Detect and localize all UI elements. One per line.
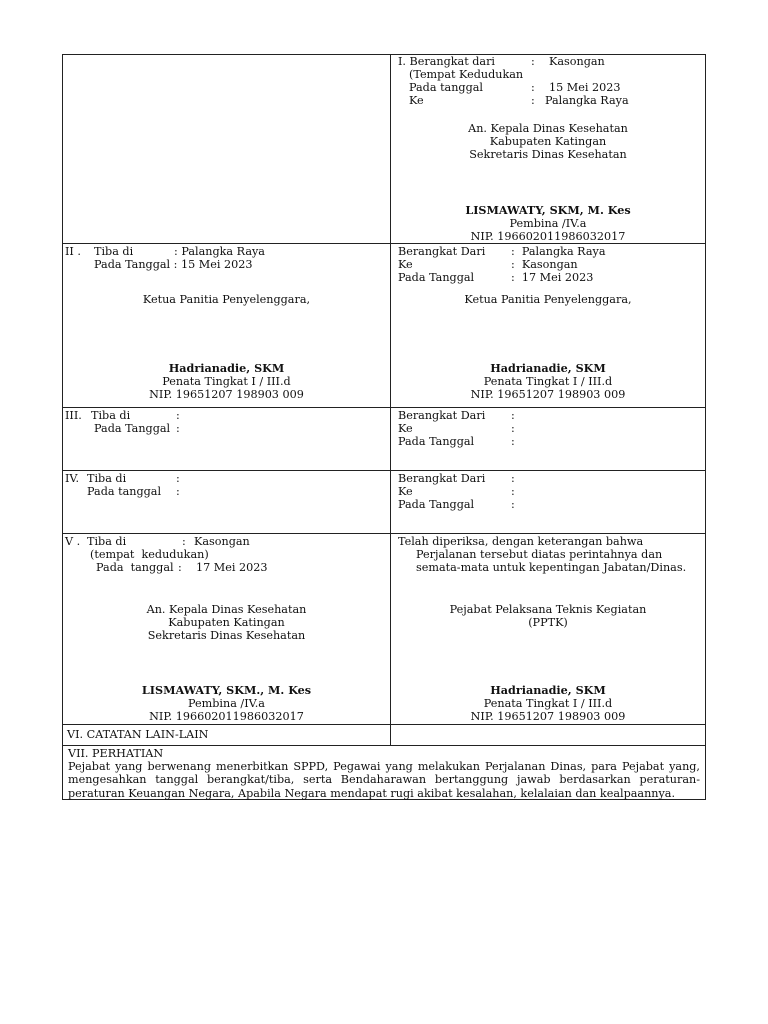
date-label: Pada Tanggal: [397, 498, 475, 511]
arrival-date: Pada Tanggal : 15 Mei 2023: [94, 258, 253, 271]
colon: :: [510, 435, 515, 448]
departure-from-label: Berangkat Dari: [397, 245, 486, 258]
committee-title: Ketua Panitia Penyelenggara,: [142, 293, 311, 306]
signatory-rank: Pembina /IV.a: [188, 697, 265, 710]
section-1-right: [391, 55, 705, 243]
colon: :: [510, 498, 515, 511]
date-value: 15 Mei 2023: [548, 81, 621, 94]
section-2: [62, 243, 706, 407]
section-6-left: [63, 725, 391, 745]
pptk-title-line1: Pejabat Pelaksana Teknis Kegiatan: [449, 603, 647, 616]
colon: :: [178, 561, 182, 574]
section-4-right: [391, 471, 705, 533]
destination-label: Ke: [408, 94, 424, 107]
arrival-label: Tiba di: [87, 535, 127, 548]
section-3: [62, 407, 706, 470]
arrival-label: Tiba di: [94, 245, 134, 258]
section-6-right-empty: [391, 725, 705, 745]
home-station-note: (tempat kedudukan): [90, 548, 209, 561]
date-label: Pada Tanggal: [397, 271, 475, 284]
section-6: [62, 724, 706, 745]
arrival-label: Tiba di: [91, 409, 131, 422]
verification-line2: Perjalanan tersebut diatas perintahnya dan: [415, 548, 663, 561]
date-value: : 17 Mei 2023: [510, 271, 594, 284]
arrival-value: Kasongan: [194, 535, 250, 548]
section-1-left-empty: [63, 55, 391, 243]
destination-value: Palangka Raya: [544, 94, 629, 107]
colon: :: [510, 409, 515, 422]
signatory-name: Hadrianadie, SKM: [168, 361, 285, 375]
signatory-nip: NIP. 196602011986032017: [149, 710, 304, 723]
section-4-left: [63, 471, 391, 533]
colon: :: [510, 422, 515, 435]
departure-from-value: : Palangka Raya: [510, 245, 606, 258]
colon: :: [530, 81, 535, 94]
departure-from-label: Berangkat Dari: [397, 409, 486, 422]
date-label: Pada Tanggal: [94, 422, 171, 435]
committee-title: Ketua Panitia Penyelenggara,: [464, 293, 632, 306]
official-title-line2: Kabupaten Katingan: [168, 616, 285, 629]
section-5-left: [63, 534, 391, 724]
colon: :: [530, 55, 535, 68]
signatory-nip: NIP. 19651207 198903 009: [149, 388, 304, 401]
colon: :: [182, 535, 186, 548]
section-5: [62, 533, 706, 724]
signatory-name: LISMAWATY, SKM., M. Kes: [141, 683, 312, 697]
colon: :: [176, 422, 180, 435]
colon: :: [510, 485, 515, 498]
section-5-right: [391, 534, 705, 724]
date-label: Pada Tanggal: [397, 435, 475, 448]
home-station-note: (Tempat Kedudukan: [408, 68, 524, 81]
section-2-right: [391, 244, 705, 407]
section-number: IV.: [65, 472, 80, 485]
colon: :: [176, 409, 180, 422]
official-title-line1: An. Kepala Dinas Kesehatan: [146, 603, 307, 616]
verification-line1: Telah diperiksa, dengan keterangan bahwa: [397, 535, 644, 548]
signatory-nip: NIP. 19651207 198903 009: [470, 388, 626, 401]
notice-text: Pejabat yang berwenang menerbitkan SPPD, Pegawai yang melakukan Perjalanan Dinas, para Pejabat yang, mengesahkan tanggal berangkat/tiba, serta Bendaharawan bertanggung jawab berdasarkan peraturan-peraturan Keuangan Negara, Apabila Negara mendapat rugi akibat kesalahan, kelalaian dan kealpaannya.: [68, 760, 700, 800]
departure-from-label: Berangkat Dari: [397, 472, 486, 485]
section-7-notice: [63, 746, 705, 799]
departure-from-label: I. Berangkat dari: [397, 55, 496, 68]
notice-label: VII. PERHATIAN: [68, 747, 164, 760]
section-number: V .: [65, 535, 81, 548]
signatory-nip: NIP. 196602011986032017: [470, 230, 626, 243]
section-1: [62, 54, 706, 243]
signatory-name: Hadrianadie, SKM: [490, 683, 606, 697]
official-title-line1: An. Kepala Dinas Kesehatan: [468, 122, 628, 135]
official-title-line3: Sekretaris Dinas Kesehatan: [469, 148, 627, 161]
signatory-nip: NIP. 19651207 198903 009: [470, 710, 626, 723]
travel-form: [62, 54, 706, 800]
date-label: Pada tanggal: [96, 561, 174, 574]
colon: :: [176, 485, 180, 498]
colon: :: [176, 472, 180, 485]
departure-from-value: Kasongan: [548, 55, 605, 68]
colon: :: [510, 472, 515, 485]
arrival-label: Tiba di: [87, 472, 127, 485]
signatory-rank: Penata Tingkat I / III.d: [162, 375, 291, 388]
signatory-rank: Penata Tingkat I / III.d: [483, 375, 613, 388]
arrival-value: : Palangka Raya: [174, 245, 265, 258]
official-title-line2: Kabupaten Katingan: [489, 135, 607, 148]
section-4: [62, 470, 706, 533]
notes-label: VI. CATATAN LAIN-LAIN: [67, 728, 209, 741]
signatory-rank: Penata Tingkat I / III.d: [483, 697, 613, 710]
destination-label: Ke: [397, 485, 413, 498]
destination-value: : Kasongan: [510, 258, 578, 271]
signatory-rank: Pembina /IV.a: [509, 217, 587, 230]
section-number: II .: [65, 245, 81, 258]
section-2-left: [63, 244, 391, 407]
destination-label: Ke: [397, 258, 413, 271]
section-7: [62, 745, 706, 800]
signatory-name: LISMAWATY, SKM, M. Kes: [465, 203, 631, 217]
section-3-left: [63, 408, 391, 470]
official-title-line3: Sekretaris Dinas Kesehatan: [147, 629, 306, 642]
date-value: 17 Mei 2023: [196, 561, 268, 574]
date-label: Pada tanggal: [87, 485, 162, 498]
verification-line3: semata-mata untuk kepentingan Jabatan/Dinas.: [415, 561, 687, 574]
date-label: Pada tanggal: [408, 81, 484, 94]
destination-label: Ke: [397, 422, 413, 435]
signatory-name: Hadrianadie, SKM: [490, 361, 606, 375]
pptk-title-line2: (PPTK): [528, 616, 568, 629]
section-3-right: [391, 408, 705, 470]
colon: :: [530, 94, 535, 107]
section-number: III.: [65, 409, 82, 422]
